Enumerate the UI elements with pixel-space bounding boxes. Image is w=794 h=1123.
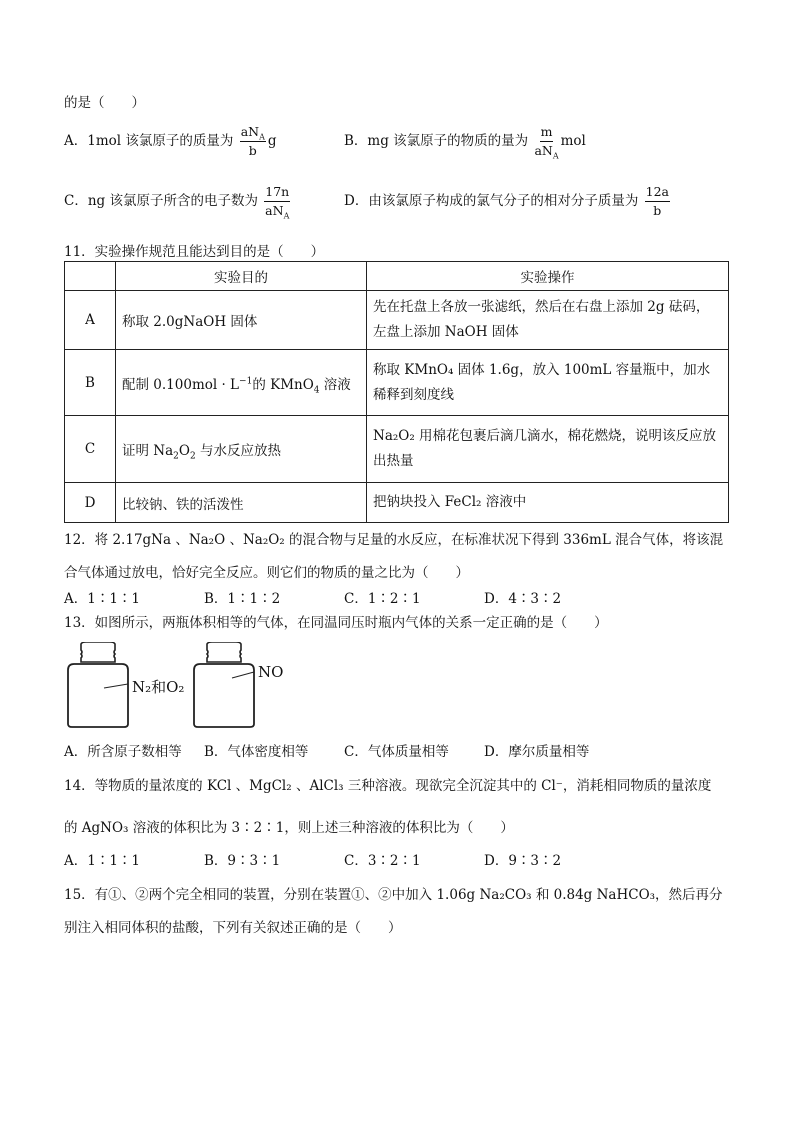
q15-stem-line2: 别注入相同体积的盐酸，下列有关叙述正确的是（ ） bbox=[64, 920, 402, 936]
q14-option-a: A．1∶1∶1 bbox=[64, 853, 141, 869]
table-header-aim: 实验目的 bbox=[116, 262, 367, 291]
q13-stem: 13．如图所示，两瓶体积相等的气体，在同温同压时瓶内气体的关系一定正确的是（ ） bbox=[64, 615, 608, 631]
row-label: D bbox=[65, 483, 116, 523]
table-header-operation: 实验操作 bbox=[367, 262, 729, 291]
q10-option-b: B．mg 该氯原子的物质的量为 $\frac{m}{aN_A}$ mol bbox=[344, 124, 586, 160]
table-row bbox=[65, 291, 729, 350]
row-operation: 先在托盘上各放一张滤纸，然后在右盘上添加 2g 砝码，左盘上添加 NaOH 固体 bbox=[367, 291, 729, 350]
q10-option-a: A．1mol 该氯原子的质量为 $\frac{aN_A}{b}$ g bbox=[64, 124, 277, 158]
row-operation: Na₂O₂ 用棉花包裹后滴几滴水，棉花燃烧，说明该反应放出热量 bbox=[367, 416, 729, 483]
q14-stem-line2: 的 AgNO₃ 溶液的体积比为 3∶2∶1，则上述三种溶液的体积比为（ ） bbox=[64, 820, 514, 836]
row-operation: 称取 KMnO₄ 固体 1.6g，放入 100mL 容量瓶中，加水稀释到刻度线 bbox=[367, 350, 729, 416]
q15-stem-line1: 15．有①、②两个完全相同的装置，分别在装置①、②中加入 1.06g Na₂CO₃ 和 0.84g NaHCO₃，然后再分 bbox=[64, 887, 723, 903]
bottle1-label: N₂和O₂ bbox=[132, 678, 185, 696]
q14-option-b: B．9∶3∶1 bbox=[204, 853, 281, 869]
bottle2-label: NO bbox=[258, 663, 284, 681]
row-operation: 把钠块投入 FeCl₂ 溶液中 bbox=[367, 483, 729, 523]
q12-stem-line2: 合气体通过放电，恰好完全反应。则它们的物质的量之比为（ ） bbox=[64, 565, 469, 581]
table-header-blank bbox=[65, 262, 116, 291]
q13-option-d: D．摩尔质量相等 bbox=[484, 744, 590, 760]
bottle-n2-o2-illustration bbox=[66, 642, 130, 728]
table-row bbox=[65, 350, 729, 416]
q14-option-d: D．9∶3∶2 bbox=[484, 853, 562, 869]
table-row bbox=[65, 416, 729, 483]
row-label: C bbox=[65, 416, 116, 483]
q13-option-c: C．气体质量相等 bbox=[344, 744, 449, 760]
q12-stem-line1: 12．将 2.17gNa 、Na₂O 、Na₂O₂ 的混合物与足量的水反应，在标准状况下得到 336mL 混合气体，将该混 bbox=[64, 532, 724, 548]
q13-option-b: B．气体密度相等 bbox=[204, 744, 309, 760]
q13-option-a: A．所含原子数相等 bbox=[64, 744, 182, 760]
row-aim: 配制 $0.100mol \cdot L^{-1}$的 KMnO$_4$ 溶液 bbox=[116, 350, 367, 416]
row-aim: 比较钠、铁的活泼性 bbox=[116, 483, 367, 523]
q12-option-b: B．1∶1∶2 bbox=[204, 591, 281, 607]
q12-option-a: A．1∶1∶1 bbox=[64, 591, 141, 607]
q12-option-d: D．4∶3∶2 bbox=[484, 591, 562, 607]
row-aim: 证明 $Na_2O_2$ 与水反应放热 bbox=[116, 416, 367, 483]
q14-stem-line1: 14．等物质的量浓度的 KCl 、MgCl₂ 、AlCl₃ 三种溶液。现欲完全沉淀其中的 Cl⁻，消耗相同物质的量浓度 bbox=[64, 778, 712, 794]
row-label: A bbox=[65, 291, 116, 350]
row-label: B bbox=[65, 350, 116, 416]
question-fragment: 的是（ ） bbox=[64, 95, 145, 111]
q10-option-d: D．由该氯原子构成的氯气分子的相对分子质量为 $\frac{12a}{b}$ bbox=[344, 184, 669, 218]
q14-option-c: C．3∶2∶1 bbox=[344, 853, 421, 869]
experiment-table bbox=[64, 261, 729, 523]
q12-option-c: C．1∶2∶1 bbox=[344, 591, 421, 607]
table-row bbox=[65, 483, 729, 523]
q11-stem: 11．实验操作规范且能达到目的是（ ） bbox=[64, 244, 325, 260]
q10-option-c: C．ng 该氯原子所含的电子数为 $\frac{17n}{aN_A}$ bbox=[64, 184, 290, 220]
row-aim: 称取 2.0gNaOH 固体 bbox=[116, 291, 367, 350]
bottle-no-illustration bbox=[192, 642, 256, 728]
